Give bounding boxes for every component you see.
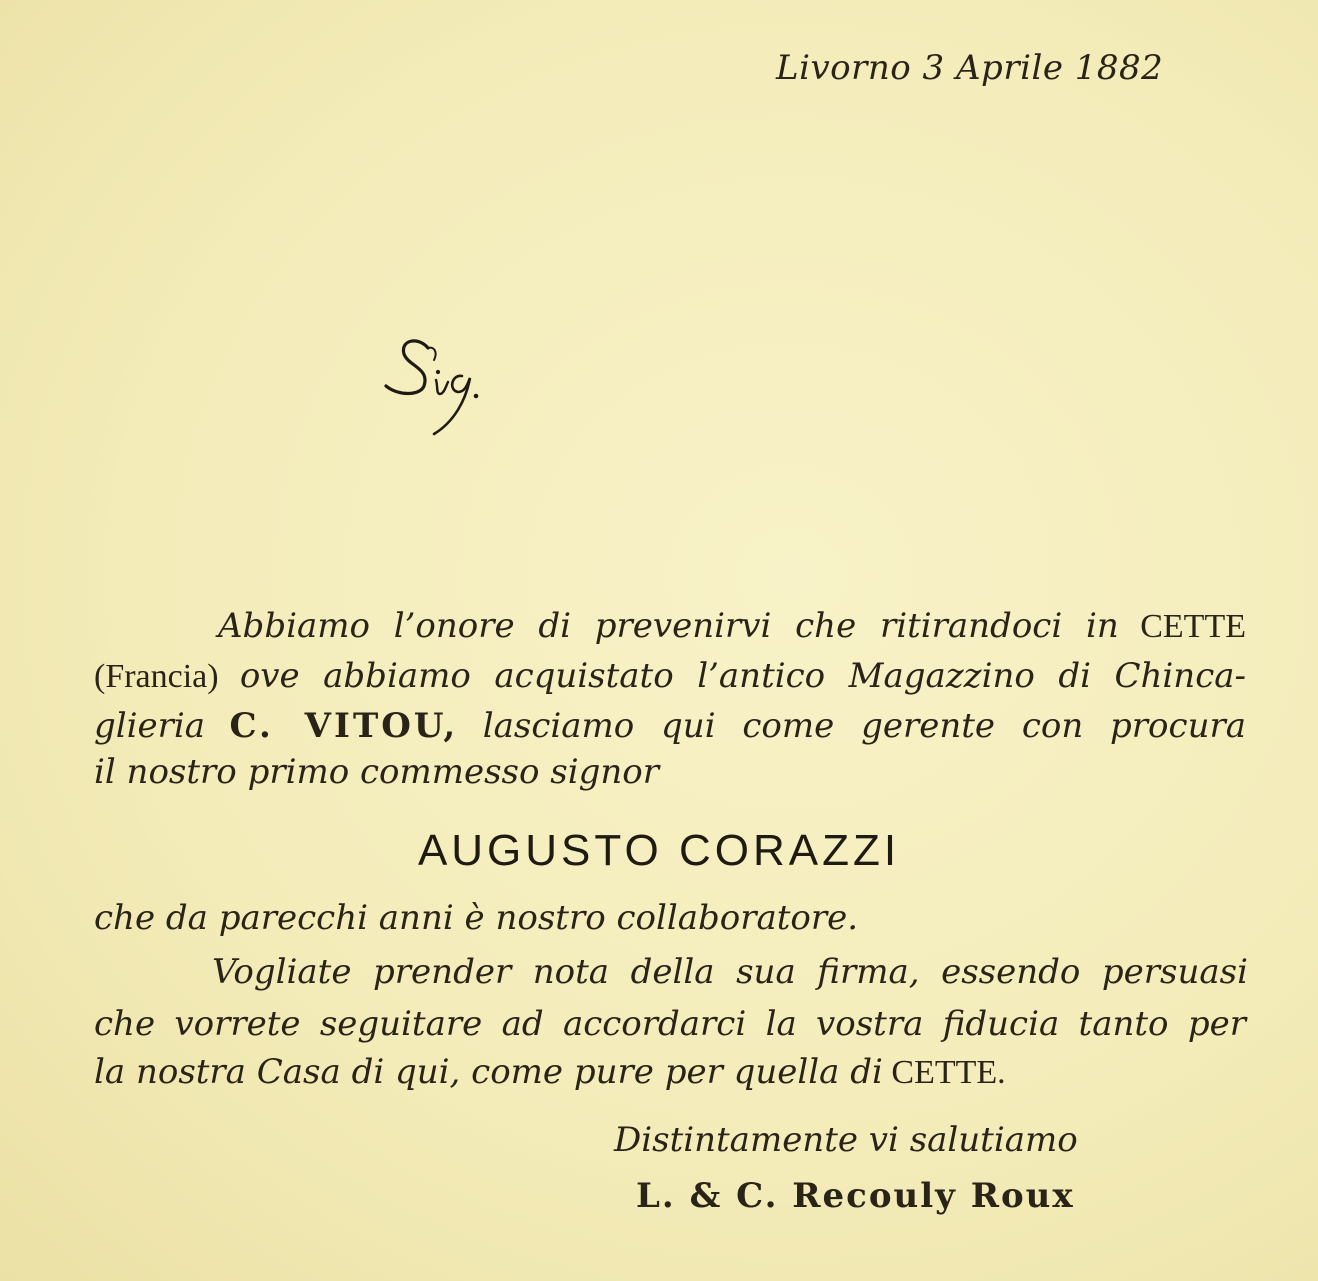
paragraph-2: che da parecchi anni è nostro collaboratore. xyxy=(94,898,859,938)
salutation-sig xyxy=(378,330,488,440)
manager-name: AUGUSTO CORAZZI xyxy=(417,826,901,875)
p1-line3-text-a: glieria xyxy=(94,706,206,746)
signature: L. & C. Recouly Roux xyxy=(636,1176,1075,1216)
paragraph-1-line-1 xyxy=(218,606,1246,646)
paragraph-3-line-2: che vorrete seguitare ad accordarci la vostra fiducia tanto per xyxy=(94,1004,1246,1044)
p1-line2-text: ove abbiamo acquistato l’antico Magazzino di Chinca- xyxy=(239,656,1246,696)
place-cette-2: CETTE. xyxy=(891,1054,1006,1091)
firm-name: C. VITOU, xyxy=(229,706,459,746)
paragraph-3-line-3 xyxy=(94,1052,1006,1092)
p3-line3-text: la nostra Casa di qui, come pure per quella di xyxy=(94,1052,883,1092)
paragraph-1-line-3 xyxy=(94,706,1246,746)
p1-line3-text-b: lasciamo qui come gerente con procura xyxy=(482,706,1246,746)
place-francia: (Francia) xyxy=(94,658,219,695)
paragraph-1-line-2 xyxy=(94,656,1246,696)
paragraph-1-line-4: il nostro primo commesso signor xyxy=(94,752,659,792)
closing-phrase: Distintamente vi salutiamo xyxy=(614,1120,1078,1160)
p1-line1-text: Abbiamo l’onore di prevenirvi che ritirandoci in xyxy=(218,606,1119,646)
place-cette: CETTE xyxy=(1140,608,1246,645)
paragraph-3-line-1: Vogliate prender nota della sua firma, essendo persuasi xyxy=(212,952,1248,992)
letter-date: Livorno 3 Aprile 1882 xyxy=(776,48,1164,88)
